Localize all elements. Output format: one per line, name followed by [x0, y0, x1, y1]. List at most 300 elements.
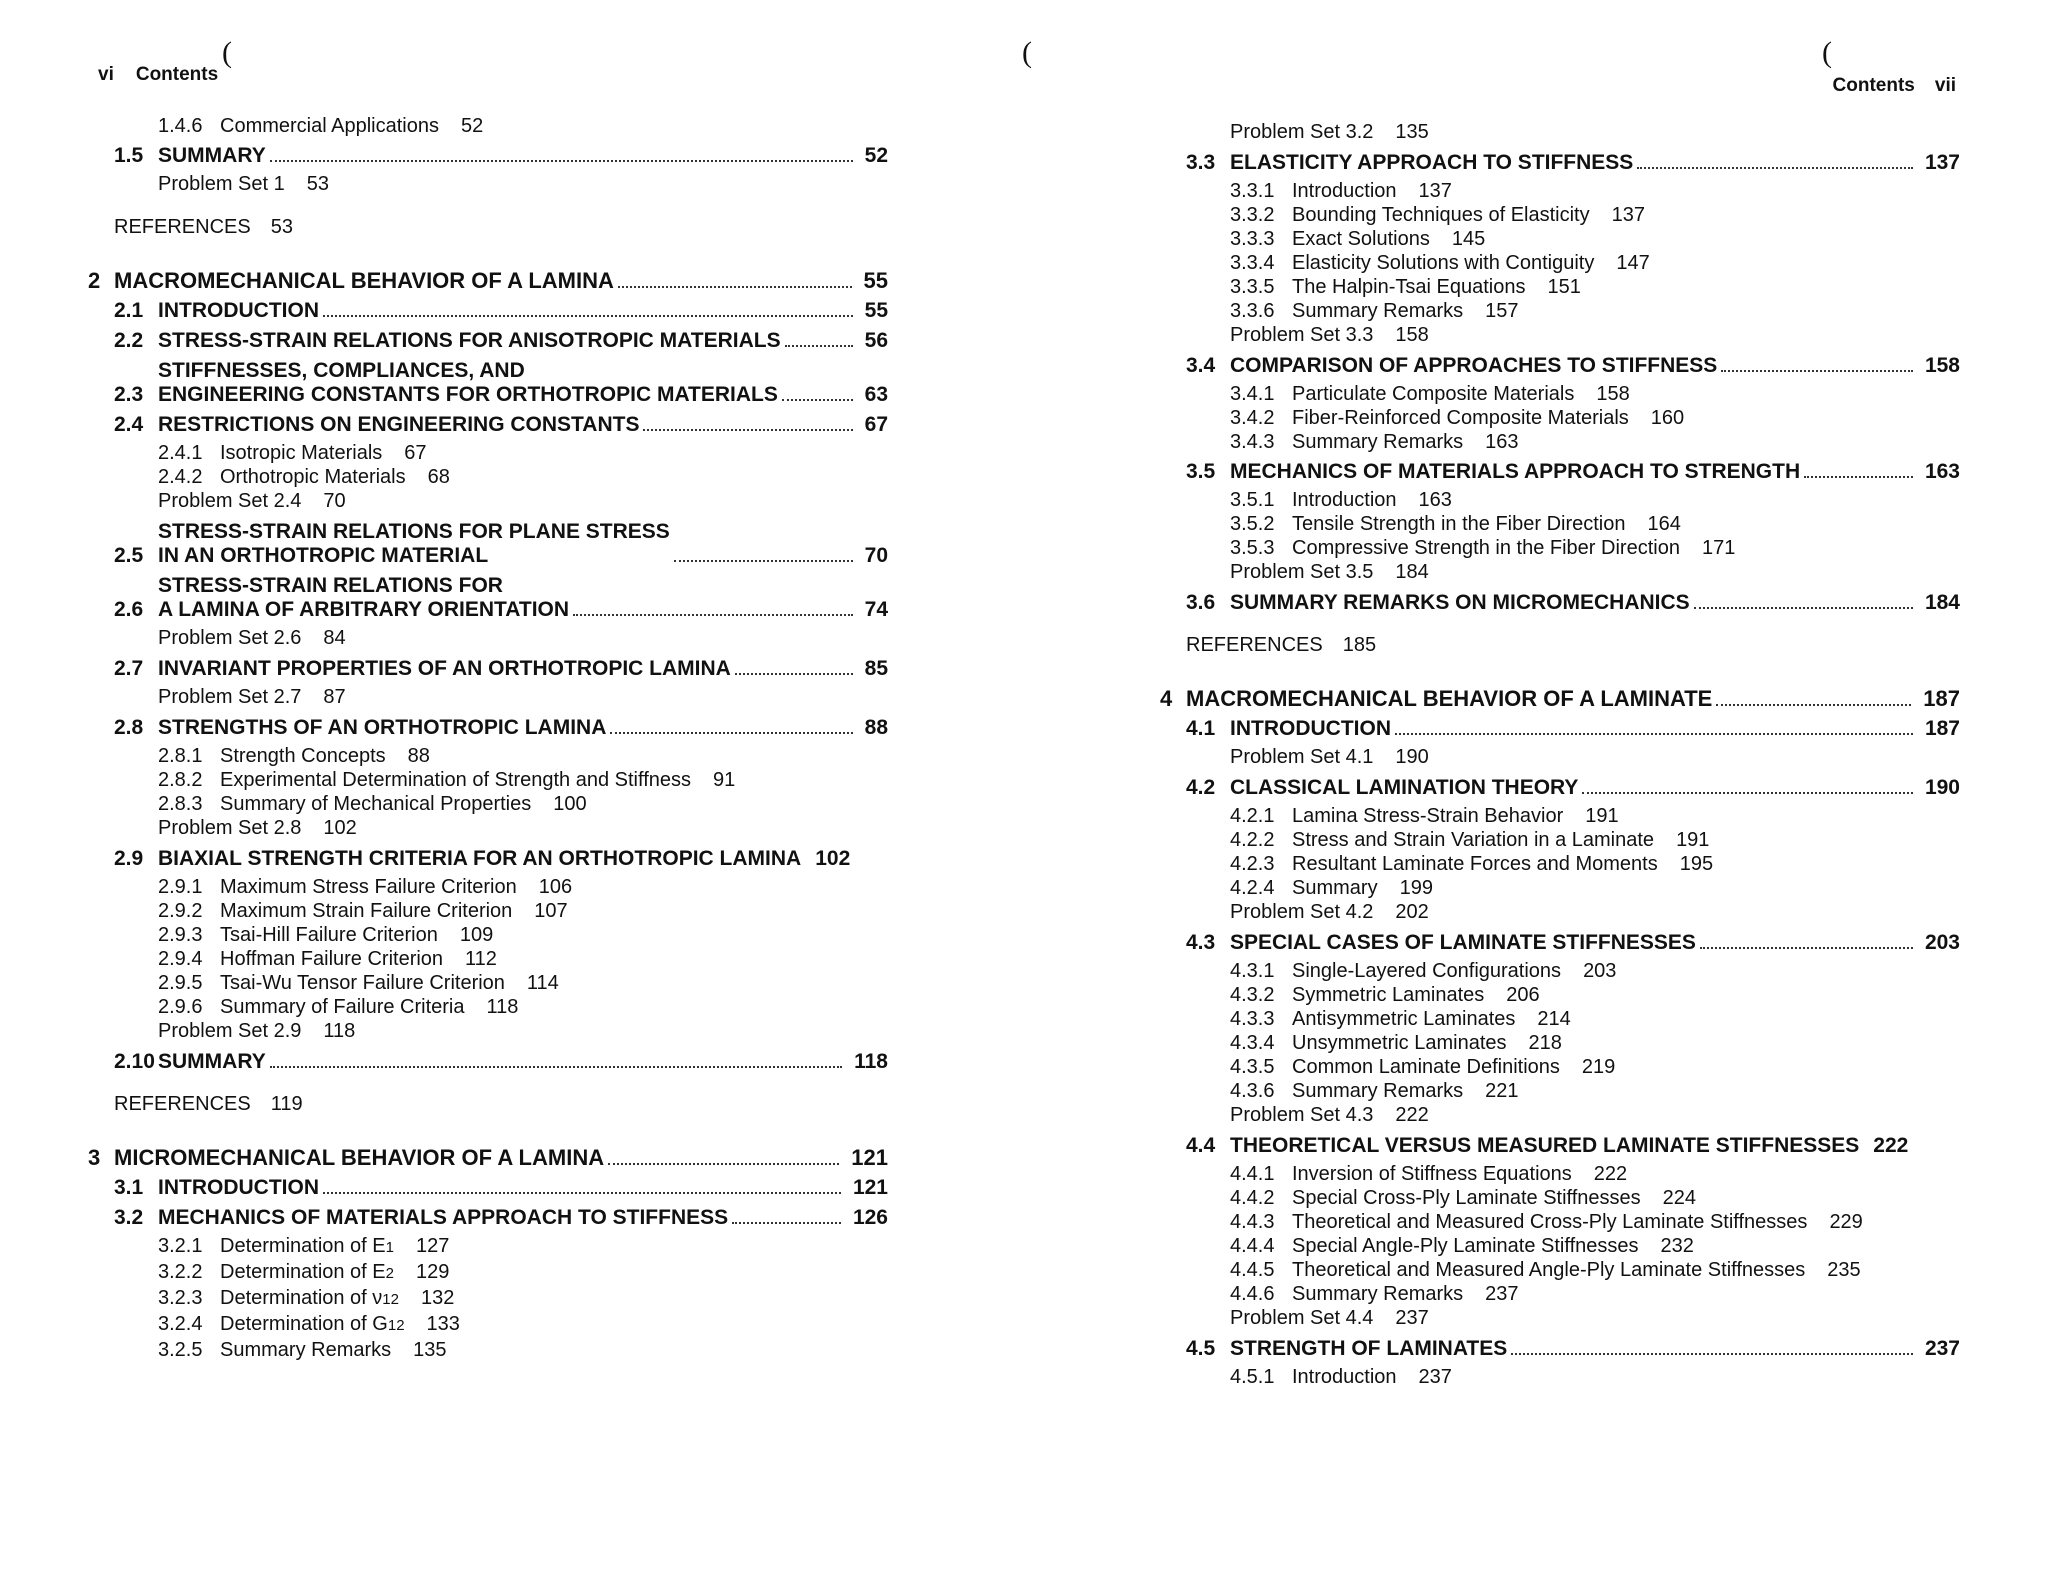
entry-page: 126	[852, 1206, 888, 1229]
dot-leader	[732, 1222, 841, 1224]
toc-section-entry	[1160, 460, 1960, 484]
entry-number: 1.5	[114, 144, 144, 167]
entry-title: Tensile Strength in the Fiber Direction	[1292, 513, 1626, 535]
entry-title: STRENGTH OF LAMINATES	[1230, 1337, 1508, 1360]
dot-leader	[1694, 607, 1913, 609]
entry-page: 158	[1924, 354, 1960, 377]
entry-number: 2.4.1	[158, 442, 203, 464]
entry-title: Summary Remarks	[1292, 300, 1464, 322]
toc-subsection-entry	[1160, 1282, 1960, 1306]
entry-page: 199	[1399, 877, 1433, 899]
entry-number: 4.4.4	[1230, 1235, 1275, 1257]
right-page	[1040, 0, 2048, 1582]
entry-title: Introduction	[1292, 1366, 1397, 1388]
entry-number: 2.3	[114, 383, 144, 406]
entry-title: Particulate Composite Materials	[1292, 383, 1575, 405]
entry-title: INTRODUCTION	[158, 299, 319, 322]
entry-title: Determination of E	[220, 1235, 386, 1257]
entry-page: 224	[1662, 1187, 1697, 1209]
toc-section-entry	[1160, 1134, 1960, 1158]
entry-number: 4.5	[1186, 1337, 1216, 1360]
entry-title: MACROMECHANICAL BEHAVIOR OF A LAMINA	[114, 268, 614, 293]
entry-title: SUMMARY	[158, 1050, 266, 1073]
entry-number: 2.2	[114, 329, 144, 352]
entry-page: 118	[323, 1020, 356, 1042]
toc-subsection-entry	[88, 971, 888, 995]
entry-title-line2: A LAMINA OF ARBITRARY ORIENTATION	[158, 598, 570, 621]
entry-number: 3.2.1	[158, 1235, 203, 1257]
dot-leader	[674, 560, 853, 562]
entry-number: 2.9.4	[158, 948, 203, 970]
entry-number: 3.5.3	[1230, 537, 1275, 559]
entry-page: 206	[1506, 984, 1540, 1006]
toc-problem-set-entry	[88, 172, 888, 197]
entry-title: Problem Set 2.6	[158, 627, 302, 649]
entry-title: MACROMECHANICAL BEHAVIOR OF A LAMINATE	[1186, 686, 1713, 711]
entry-number: 2.4	[114, 413, 144, 436]
entry-number: 4.3.4	[1230, 1032, 1275, 1054]
entry-number: 1.4.6	[158, 115, 203, 137]
toc-subsection-entry	[88, 923, 888, 947]
entry-page: 135	[1395, 121, 1429, 143]
entry-page: 133	[426, 1313, 460, 1335]
dot-leader	[785, 345, 853, 347]
entry-title: Compressive Strength in the Fiber Direction	[1292, 537, 1680, 559]
entry-title: Special Angle-Ply Laminate Stiffnesses	[1292, 1235, 1639, 1257]
entry-page: 222	[1395, 1104, 1429, 1126]
toc-section-entry	[88, 520, 888, 568]
entry-page: 158	[1596, 383, 1630, 405]
toc-section-entry	[88, 1206, 888, 1230]
entry-number: 4.4	[1186, 1134, 1216, 1157]
toc-subsection-entry	[88, 768, 888, 792]
toc-problem-set-entry	[1160, 560, 1960, 585]
entry-title: CLASSICAL LAMINATION THEORY	[1230, 776, 1579, 799]
toc-problem-set-entry	[1160, 1103, 1960, 1128]
entry-page: 56	[864, 329, 888, 352]
toc-subsection-entry	[1160, 251, 1960, 275]
entry-number: 2.9.6	[158, 996, 203, 1018]
toc-chapter-entry	[88, 269, 888, 293]
entry-title: Determination of E	[220, 1261, 386, 1283]
toc-subsection-entry	[1160, 512, 1960, 536]
entry-title: RESTRICTIONS ON ENGINEERING CONSTANTS	[158, 413, 640, 436]
toc-section-entry	[1160, 591, 1960, 615]
entry-number: 4.5.1	[1230, 1366, 1275, 1388]
toc-subsection-entry	[1160, 1055, 1960, 1079]
toc-subsection-entry	[1160, 227, 1960, 251]
entry-title-block	[158, 520, 670, 568]
entry-page: 163	[1485, 431, 1519, 453]
toc-section-entry	[88, 847, 888, 871]
toc-problem-set-entry	[1160, 1306, 1960, 1331]
entry-page: 237	[1485, 1283, 1519, 1305]
entry-number: 2.8.3	[158, 793, 203, 815]
entry-number: 3.3.2	[1230, 204, 1275, 226]
entry-page: 145	[1451, 228, 1486, 250]
toc-references-entry	[88, 215, 888, 239]
entry-number: 3.5.1	[1230, 489, 1275, 511]
entry-title: Commercial Applications	[220, 115, 439, 137]
dot-leader	[782, 399, 853, 401]
entry-number: 2.10	[114, 1050, 155, 1073]
entry-title: Experimental Determination of Strength and Stiffness	[220, 769, 691, 791]
entry-page: 121	[851, 1145, 888, 1170]
entry-page: 221	[1485, 1080, 1519, 1102]
entry-page: 190	[1924, 776, 1960, 799]
entry-title: Problem Set 3.5	[1230, 561, 1374, 583]
entry-number: 3.5.2	[1230, 513, 1275, 535]
toc-section-entry	[88, 299, 888, 323]
entry-number: 3.4.2	[1230, 407, 1275, 429]
entry-page: 191	[1676, 829, 1710, 851]
entry-page: 160	[1650, 407, 1685, 429]
entry-title-line2: IN AN ORTHOTROPIC MATERIAL	[158, 544, 489, 567]
entry-title: ELASTICITY APPROACH TO STIFFNESS	[1230, 151, 1634, 174]
toc-subsection-entry	[88, 114, 888, 138]
left-toc	[88, 114, 888, 1362]
entry-number: 4.2.3	[1230, 853, 1275, 875]
entry-page: 107	[534, 900, 568, 922]
toc-subsection-entry	[88, 1312, 888, 1338]
entry-title: Problem Set 2.8	[158, 817, 302, 839]
entry-page: 52	[864, 144, 888, 167]
entry-number: 4.3.2	[1230, 984, 1275, 1006]
toc-problem-set-entry	[88, 489, 888, 514]
entry-title: Orthotropic Materials	[220, 466, 406, 488]
entry-number: 3.3.1	[1230, 180, 1275, 202]
entry-page: 88	[407, 745, 430, 767]
dot-leader	[618, 286, 852, 288]
entry-page: 187	[1923, 686, 1960, 711]
toc-subsection-entry	[1160, 179, 1960, 203]
toc-chapter-entry	[1160, 687, 1960, 711]
entry-page: 185	[1342, 634, 1377, 656]
toc-problem-set-entry	[88, 685, 888, 710]
entry-number: 4.4.1	[1230, 1163, 1275, 1185]
entry-page: 222	[1593, 1163, 1628, 1185]
entry-page: 237	[1395, 1307, 1429, 1329]
dot-leader	[323, 1192, 841, 1194]
entry-title-block	[158, 359, 778, 407]
entry-title: MECHANICS OF MATERIALS APPROACH TO STRENGTH	[1230, 460, 1801, 483]
toc-subsection-entry	[88, 995, 888, 1019]
entry-title: Elasticity Solutions with Contiguity	[1292, 252, 1595, 274]
entry-title: Summary Remarks	[1292, 431, 1464, 453]
entry-title: Introduction	[1292, 180, 1397, 202]
entry-page: 114	[526, 972, 559, 994]
entry-title: Summary Remarks	[1292, 1080, 1464, 1102]
entry-page: 132	[420, 1287, 455, 1309]
entry-title: The Halpin-Tsai Equations	[1292, 276, 1526, 298]
entry-title: INTRODUCTION	[158, 1176, 319, 1199]
entry-number: 2.4.2	[158, 466, 203, 488]
toc-subsection-entry	[1160, 1234, 1960, 1258]
entry-title: STRENGTHS OF AN ORTHOTROPIC LAMINA	[158, 716, 607, 739]
entry-number: 4.2	[1186, 776, 1216, 799]
entry-number: 3.3.5	[1230, 276, 1275, 298]
entry-page: 70	[323, 490, 346, 512]
entry-title: Exact Solutions	[1292, 228, 1430, 250]
right-header-label: Contents	[1832, 75, 1915, 96]
entry-page: 203	[1924, 931, 1960, 954]
entry-title: REFERENCES	[1186, 634, 1323, 656]
toc-section-entry	[88, 574, 888, 622]
toc-subsection-entry	[1160, 959, 1960, 983]
entry-page: 87	[323, 686, 346, 708]
entry-title: MECHANICS OF MATERIALS APPROACH TO STIFFNESS	[158, 1206, 729, 1229]
dot-leader	[1637, 167, 1913, 169]
toc-problem-set-entry	[1160, 120, 1960, 145]
entry-page: 187	[1924, 717, 1960, 740]
entry-number: 4.4.6	[1230, 1283, 1275, 1305]
entry-page: 127	[415, 1235, 450, 1257]
entry-title: THEORETICAL VERSUS MEASURED LAMINATE STIFFNESSES	[1230, 1134, 1860, 1157]
entry-number: 4.2.1	[1230, 805, 1275, 827]
entry-number: 4	[1160, 686, 1173, 711]
entry-number: 3.2.4	[158, 1313, 203, 1335]
entry-title: Summary Remarks	[1292, 1283, 1464, 1305]
entry-number: 2.7	[114, 657, 144, 680]
entry-page: 91	[713, 769, 736, 791]
entry-title-line2: ENGINEERING CONSTANTS FOR ORTHOTROPIC MATERIALS	[158, 383, 778, 406]
entry-page: 55	[864, 299, 888, 322]
entry-page: 137	[1611, 204, 1645, 226]
toc-subsection-entry	[1160, 828, 1960, 852]
entry-title: Summary Remarks	[220, 1339, 392, 1361]
toc-references-entry	[1160, 633, 1960, 657]
entry-page: 102	[323, 817, 357, 839]
entry-title-block	[158, 574, 569, 622]
toc-subsection-entry	[88, 1286, 888, 1312]
entry-title: Inversion of Stiffness Equations	[1292, 1163, 1572, 1185]
entry-title: Tsai-Wu Tensor Failure Criterion	[220, 972, 505, 994]
entry-number: 4.1	[1186, 717, 1216, 740]
toc-subsection-entry	[1160, 382, 1960, 406]
entry-title-line1: STRESS-STRAIN RELATIONS FOR	[158, 574, 503, 597]
entry-page: 232	[1660, 1235, 1694, 1257]
entry-page: 85	[864, 657, 888, 680]
entry-title-line1: STRESS-STRAIN RELATIONS FOR PLANE STRESS	[158, 520, 670, 543]
toc-subsection-entry	[1160, 536, 1960, 560]
entry-title: Isotropic Materials	[220, 442, 383, 464]
toc-subsection-entry	[1160, 1258, 1960, 1282]
entry-title: Problem Set 4.1	[1230, 746, 1374, 768]
entry-number: 2.6	[114, 598, 144, 621]
entry-title: Summary of Mechanical Properties	[220, 793, 532, 815]
scan-mark: (	[1022, 36, 1032, 69]
toc-references-entry	[88, 1092, 888, 1116]
entry-number: 2.9.3	[158, 924, 203, 946]
dot-leader	[610, 732, 852, 734]
dot-leader	[323, 315, 853, 317]
left-header-label: Contents	[135, 64, 219, 85]
entry-page: 112	[465, 948, 497, 970]
entry-subscript: 12	[382, 1291, 399, 1308]
dot-leader	[573, 614, 853, 616]
entry-number: 4.4.3	[1230, 1211, 1275, 1233]
entry-page: 53	[306, 173, 329, 195]
toc-subsection-entry	[1160, 876, 1960, 900]
entry-page: 67	[864, 413, 888, 436]
entry-title: Special Cross-Ply Laminate Stiffnesses	[1292, 1187, 1641, 1209]
entry-number: 2	[88, 268, 101, 293]
toc-subsection-entry	[88, 899, 888, 923]
entry-title: Problem Set 2.9	[158, 1020, 302, 1042]
entry-page: 147	[1616, 252, 1650, 274]
entry-page: 137	[1924, 151, 1960, 174]
toc-section-entry	[1160, 1337, 1960, 1361]
toc-subsection-entry	[1160, 275, 1960, 299]
entry-number: 3.3.4	[1230, 252, 1275, 274]
toc-section-entry	[1160, 717, 1960, 741]
entry-number: 4.3.5	[1230, 1056, 1275, 1078]
entry-page: 163	[1924, 460, 1960, 483]
toc-section-entry	[88, 359, 888, 407]
entry-title: Problem Set 3.2	[1230, 121, 1374, 143]
dot-leader	[608, 1163, 839, 1165]
entry-page: 229	[1829, 1211, 1863, 1233]
toc-subsection-entry	[1160, 406, 1960, 430]
entry-page: 222	[1873, 1134, 1909, 1157]
entry-page: 109	[459, 924, 494, 946]
left-page	[0, 0, 1000, 1582]
entry-number: 3.2.5	[158, 1339, 203, 1361]
entry-page: 68	[427, 466, 450, 488]
dot-leader	[270, 160, 853, 162]
toc-chapter-entry	[88, 1146, 888, 1170]
entry-number: 2.1	[114, 299, 144, 322]
entry-subscript: 1	[385, 1239, 394, 1256]
entry-title: Problem Set 4.4	[1230, 1307, 1374, 1329]
toc-section-entry	[1160, 354, 1960, 378]
entry-page: 84	[323, 627, 346, 649]
entry-title: Symmetric Laminates	[1292, 984, 1485, 1006]
toc-subsection-entry	[88, 1234, 888, 1260]
entry-number: 4.3	[1186, 931, 1216, 954]
entry-page: 67	[404, 442, 427, 464]
entry-title: Common Laminate Definitions	[1292, 1056, 1560, 1078]
entry-title: Theoretical and Measured Cross-Ply Laminate Stiffnesses	[1292, 1211, 1808, 1233]
entry-title: REFERENCES	[114, 216, 251, 238]
entry-page: 237	[1924, 1337, 1960, 1360]
left-page-number: vi	[98, 64, 114, 85]
right-page-number: vii	[1934, 75, 1956, 96]
entry-number: 3.3.3	[1230, 228, 1275, 250]
entry-number: 2.8	[114, 716, 144, 739]
toc-subsection-entry	[1160, 1162, 1960, 1186]
toc-section-entry	[88, 657, 888, 681]
entry-number: 3.4.3	[1230, 431, 1275, 453]
entry-number: 4.2.2	[1230, 829, 1275, 851]
entry-number: 4.4.2	[1230, 1187, 1275, 1209]
entry-page: 53	[270, 216, 293, 238]
toc-subsection-entry	[1160, 1210, 1960, 1234]
entry-number: 3.4	[1186, 354, 1216, 377]
entry-page: 118	[486, 996, 519, 1018]
entry-number: 3.2	[114, 1206, 144, 1229]
entry-page: 135	[413, 1339, 447, 1361]
entry-title: Problem Set 4.3	[1230, 1104, 1374, 1126]
toc-section-entry	[88, 1050, 888, 1074]
entry-title: Problem Set 2.4	[158, 490, 302, 512]
entry-number: 2.8.1	[158, 745, 203, 767]
entry-number: 2.5	[114, 544, 144, 567]
entry-page: 55	[863, 268, 888, 293]
entry-number: 4.4.5	[1230, 1259, 1275, 1281]
entry-title: SUMMARY REMARKS ON MICROMECHANICS	[1230, 591, 1690, 614]
entry-title: Problem Set 1	[158, 173, 285, 195]
entry-page: 106	[538, 876, 573, 898]
entry-title: Introduction	[1292, 489, 1397, 511]
entry-number: 3.5	[1186, 460, 1216, 483]
entry-title: COMPARISON OF APPROACHES TO STIFFNESS	[1230, 354, 1718, 377]
entry-page: 191	[1585, 805, 1619, 827]
entry-title: Single-Layered Configurations	[1292, 960, 1562, 982]
entry-number: 2.8.2	[158, 769, 203, 791]
entry-page: 184	[1924, 591, 1960, 614]
entry-number: 3.3.6	[1230, 300, 1275, 322]
toc-section-entry	[88, 144, 888, 168]
entry-page: 137	[1418, 180, 1452, 202]
entry-title: INTRODUCTION	[1230, 717, 1391, 740]
entry-title: INVARIANT PROPERTIES OF AN ORTHOTROPIC LAMINA	[158, 657, 731, 680]
toc-subsection-entry	[88, 792, 888, 816]
entry-title-line1: STIFFNESSES, COMPLIANCES, AND	[158, 359, 525, 382]
entry-title: Problem Set 4.2	[1230, 901, 1374, 923]
entry-title: Fiber-Reinforced Composite Materials	[1292, 407, 1629, 429]
toc-section-entry	[1160, 776, 1960, 800]
toc-subsection-entry	[1160, 804, 1960, 828]
entry-number: 3.1	[114, 1176, 144, 1199]
dot-leader	[735, 673, 853, 675]
toc-problem-set-entry	[1160, 900, 1960, 925]
entry-title: Theoretical and Measured Angle-Ply Laminate Stiffnesses	[1292, 1259, 1806, 1281]
entry-page: 171	[1701, 537, 1736, 559]
entry-page: 102	[815, 847, 851, 870]
entry-title: Problem Set 3.3	[1230, 324, 1374, 346]
entry-page: 63	[864, 383, 888, 406]
entry-page: 219	[1581, 1056, 1616, 1078]
entry-title: Summary	[1292, 877, 1378, 899]
entry-title: Problem Set 2.7	[158, 686, 302, 708]
toc-subsection-entry	[88, 875, 888, 899]
entry-title: Determination of ν	[220, 1287, 383, 1309]
entry-page: 202	[1395, 901, 1429, 923]
toc-subsection-entry	[88, 1338, 888, 1362]
entry-number: 2.9	[114, 847, 144, 870]
dot-leader	[270, 1066, 842, 1068]
toc-problem-set-entry	[1160, 323, 1960, 348]
dot-leader	[1721, 370, 1913, 372]
entry-number: 3.4.1	[1230, 383, 1275, 405]
entry-page: 184	[1395, 561, 1429, 583]
dot-leader	[1700, 947, 1913, 949]
toc-problem-set-entry	[88, 816, 888, 841]
entry-page: 100	[553, 793, 587, 815]
scan-mark: (	[222, 36, 232, 69]
entry-title: Maximum Stress Failure Criterion	[220, 876, 517, 898]
entry-number: 3	[88, 1145, 101, 1170]
toc-subsection-entry	[1160, 1031, 1960, 1055]
entry-page: 164	[1647, 513, 1681, 535]
entry-page: 88	[864, 716, 888, 739]
toc-subsection-entry	[1160, 983, 1960, 1007]
dot-leader	[1395, 733, 1913, 735]
entry-page: 121	[852, 1176, 888, 1199]
entry-page: 235	[1827, 1259, 1861, 1281]
toc-problem-set-entry	[1160, 745, 1960, 770]
